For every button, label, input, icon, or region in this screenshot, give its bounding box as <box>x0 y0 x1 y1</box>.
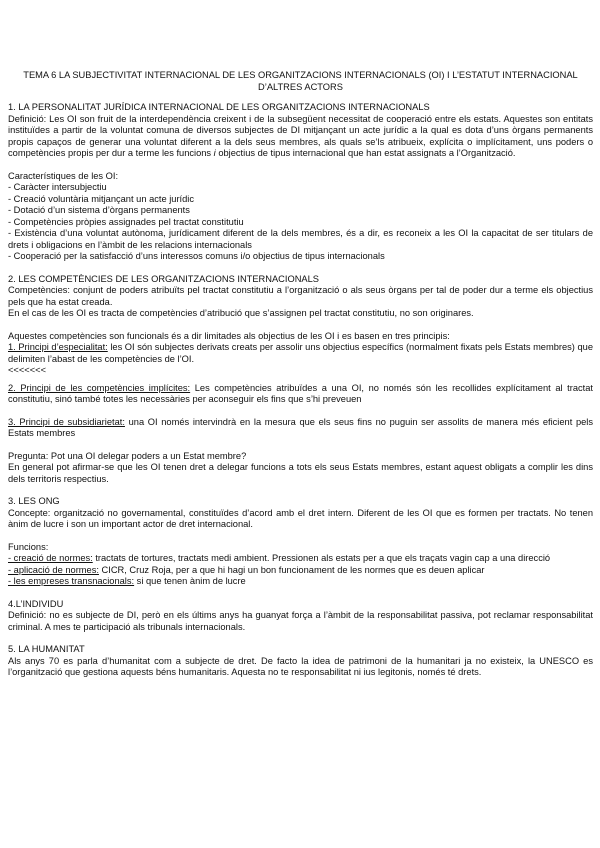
list-item: - Caràcter intersubjectiu <box>8 182 107 192</box>
definition-text-end: objectius de tipus internacional que han estat assignats a l’Organització. <box>215 148 516 158</box>
characteristics-heading: Característiques de les OI: <box>8 170 119 181</box>
ngo-concept: Concepte: organització no governamental, constituïdes d’acord amb el dret intern. Diferent de les OI que es formen per tractats. No tenen ànim de lucre i son un important actor de dret internacional. <box>8 507 593 529</box>
function-label: - creació de normes: <box>8 553 93 563</box>
list-item: - Existència d’una voluntat autònoma, jurídicament diferent de la dels membres, és a dir, es reconeix a les OI la capacitat de ser titulars de drets i obligacions en l’àmbit de les relacions internacionals <box>8 228 593 250</box>
definition-italic: i <box>213 148 216 158</box>
list-item: - Dotació d’un sistema d’òrgans permanents <box>8 205 190 215</box>
document-title: TEMA 6 LA SUBJECTIVITAT INTERNACIONAL DE LES ORGANITZACIONS INTERNACIONALS (OI) I L’ESTATUT INTERNACIONAL D’ALTRES ACTORS <box>23 70 578 92</box>
list-item: - Cooperació per la satisfacció d’uns interessos comuns i/o objectius de tipus internacionals <box>8 251 385 261</box>
principle-label: 2. Principi de les competències implícites: <box>8 382 191 393</box>
section-ngo <box>8 496 593 588</box>
section-oi-personality <box>8 102 593 263</box>
definition-paragraph <box>8 114 593 160</box>
humanity-text: Als anys 70 es parla d’humanitat com a subjecte de dret. De facto la idea de patrimoni de la humanitari ja no existeix, la UNESCO es l’organització que gestiona aquests béns humanitaris. Aquesta no te responsabilitat ni ius legitonis, només té drets. <box>8 655 593 677</box>
characteristics-list <box>8 182 593 263</box>
function-text: CICR, Cruz Roja, per a que hi hagi un bon funcionament de les normes que es deuen aplicar <box>98 564 485 575</box>
section-heading: 2. LES COMPETÈNCIES DE LES ORGANITZACIONS INTERNACIONALS <box>8 273 319 284</box>
function-item <box>8 553 593 565</box>
section-humanity <box>8 644 593 679</box>
section-heading: 5. LA HUMANITAT <box>8 644 85 654</box>
function-label: - les empreses transnacionals: <box>8 576 135 586</box>
list-item: - Competències pròpies assignades pel tractat constitutiu <box>8 216 244 227</box>
function-text: tractats de tortures, tractats medi ambient. Pressionen als estats per a que els traçats vagin cap a una direcció <box>92 553 551 563</box>
answer-text: En general pot afirmar-se que les OI tenen dret a delegar funcions a tots els seus Estats membres, estant aquest obligats a complir les dins dels territoris respectius. <box>8 462 593 484</box>
marker-text: <<<<<<< <box>8 365 47 375</box>
document-page <box>8 70 593 679</box>
principle-speciality <box>8 342 593 365</box>
principle-text: les OI són subjectes derivats creats per assolir uns objectius específics (normalment fixats pels Estats membres) que delimiten l’abast de les competències de l’OI. <box>8 342 594 364</box>
function-item <box>8 576 593 588</box>
section-heading: 1. LA PERSONALITAT JURÍDICA INTERNACIONAL DE LES ORGANITZACIONS INTERNACIONALS <box>8 102 430 112</box>
section-heading: 3. LES ONG <box>8 496 60 506</box>
competences-attribution: En el cas de les OI es tracta de competències d’atribució que s’assignen pel tractat constitutiu, no son originares. <box>8 308 474 318</box>
question-text: Pregunta: Pot una OI delegar poders a un Estat membre? <box>8 450 247 461</box>
principle-label: 1. Principi d’especialitat: <box>8 342 108 352</box>
functions-heading: Funcions: <box>8 541 49 552</box>
function-item <box>8 565 593 577</box>
principle-subsidiarity <box>8 417 593 440</box>
function-text: si que tenen ànim de lucre <box>134 576 246 586</box>
individual-text: Definició: no es subjecte de DI, però en els últims anys ha guanyat força a l’àmbit de la responsabilitat passiva, pot reclamar responsabilitat criminal. A mes te participació als tribunals internacionals. <box>8 610 593 632</box>
principle-implicit <box>8 383 593 406</box>
definition-text: Definició: Les OI son fruit de la interdependència creixent i de la subsegüent necessitat de cooperació entre els estats. Aquestes son entitats instituïdes a partir de la voluntat comuna de diversos subjectes de DI mitjançant un acte jurídic a la qual es dota d’uns òrgans permanents propis capaços de generar una voluntat diferent a la dels seus membres, als quals se’ls atribueix, explícita o implícitament, uns poders o competències propis per dur a terme les funcions <box>8 113 593 158</box>
principle-text: Les competències atribuïdes a una OI, no només són les recollides explícitament al tractat constitutiu, sinó també totes les necessàries per aconseguir els fins que s’hi preveuen <box>8 382 593 404</box>
competences-definition: Competències: conjunt de poders atribuïts pel tractat constitutiu a l’organització o als seus òrgans per tal de poder dur a terme els objectius pels que ha estat creada. <box>8 285 593 307</box>
section-individual <box>8 599 593 634</box>
principle-text: una OI només intervindrà en la mesura que els seus fins no puguin ser assolits de manera més eficient pels Estats membres <box>8 416 594 438</box>
functional-competences: Aquestes competències son funcionals és a dir limitades als objectius de les OI i es basen en tres principis: <box>8 330 450 341</box>
section-oi-competences <box>8 274 593 486</box>
list-item: - Creació voluntària mitjançant un acte jurídic <box>8 193 195 204</box>
function-label: - aplicació de normes: <box>8 564 99 575</box>
section-heading: 4.L’INDIVIDU <box>8 598 64 609</box>
principle-label: 3. Principi de subsidiarietat: <box>8 416 125 427</box>
